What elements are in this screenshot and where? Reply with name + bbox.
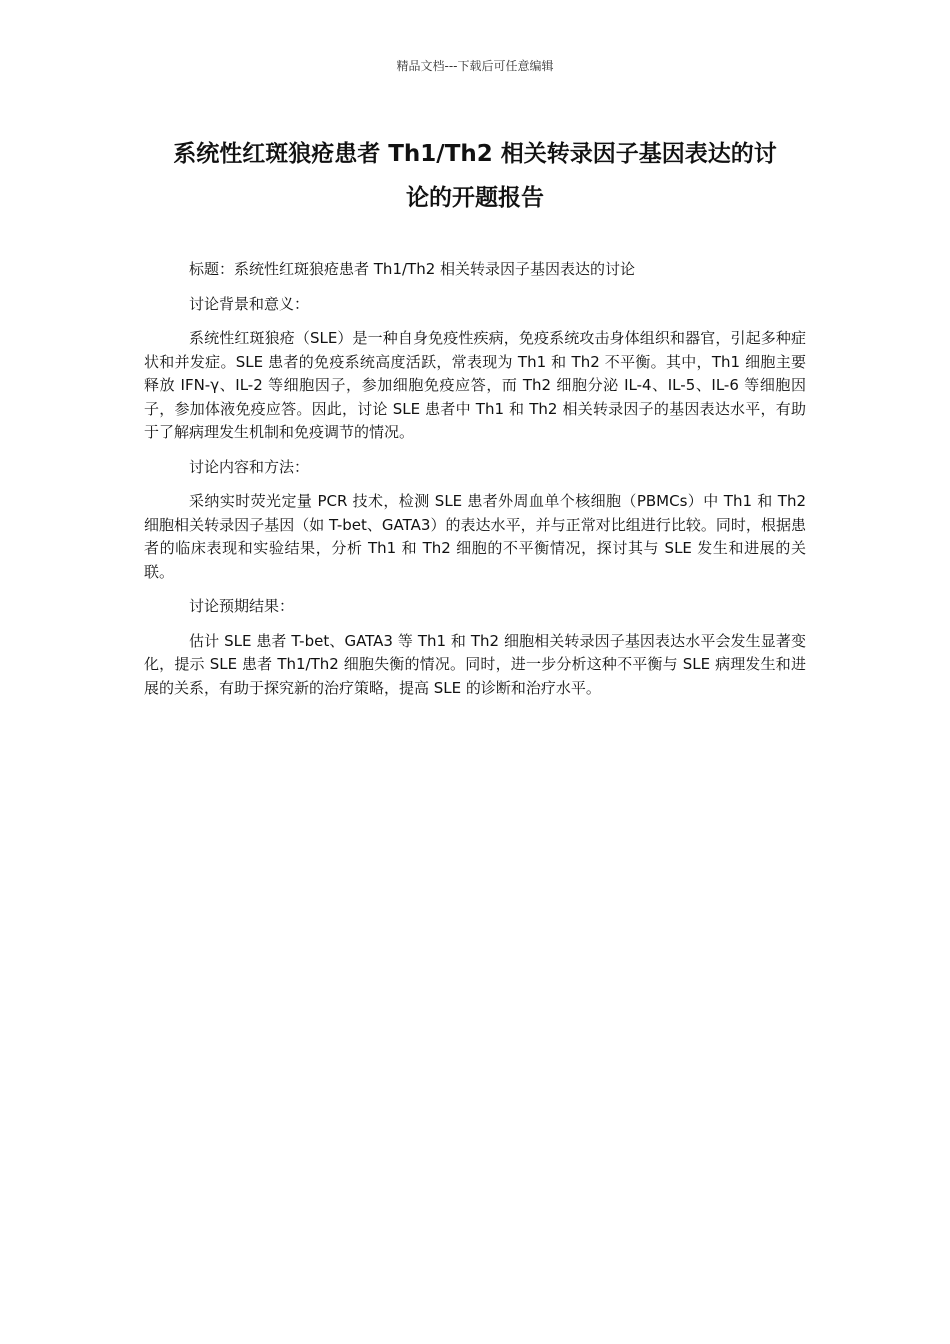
results-paragraph: 估计 SLE 患者 T-bet、GATA3 等 Th1 和 Th2 细胞相关转录因子基因表达水平会发生显著变化，提示 SLE 患者 Th1/Th2 细胞失衡的情况。同时，进一步分析这种不平衡与 SLE 病理发生和进展的关系，有助于探究新的治疗策略，提高 SLE 的诊断和治疗水平。 [144,631,806,697]
methods-paragraph: 采纳实时荧光定量 PCR 技术，检测 SLE 患者外周血单个核细胞（PBMCs）中 Th1 和 Th2 细胞相关转录因子基因（如 T-bet、GATA3）的表达水平，并与正常对比组进行比较。同时，根据患者的临床表现和实验结果，分析 Th1 和 Th2 细胞的不平衡情况，探讨其与 SLE 发生和进展的关联。 [144,492,806,581]
methods-heading: 讨论内容和方法： [189,457,310,476]
document-title [145,132,805,220]
document-title-line-1: 系统性红斑狼疮患者 Th1/Th2 相关转录因子基因表达的讨 [173,141,777,167]
results-heading: 讨论预期结果： [189,597,295,615]
document-title-line-2: 论的开题报告 [406,185,544,211]
background-heading: 讨论背景和意义： [189,294,310,313]
page-header-note: 精品文档---下载后可任意编辑 [396,59,554,73]
document-body [144,258,806,711]
background-paragraph: 系统性红斑狼疮（SLE）是一种自身免疫性疾病，免疫系统攻击身体组织和器官，引起多种症状和并发症。SLE 患者的免疫系统高度活跃，常表现为 Th1 和 Th2 不平衡。其中，Th1 细胞主要释放 IFN-γ、IL-2 等细胞因子，参加细胞免疫应答，而 Th2 细胞分泌 IL-4、IL-5、IL-6 等细胞因子，参加体液免疫应答。因此，讨论 SLE 患者中 Th1 和 Th2 相关转录因子的基因表达水平，有助于了解病理发生机制和免疫调节的情况。 [144,329,806,441]
subject-line: 标题：系统性红斑狼疮患者 Th1/Th2 相关转录因子基因表达的讨论 [189,260,636,278]
